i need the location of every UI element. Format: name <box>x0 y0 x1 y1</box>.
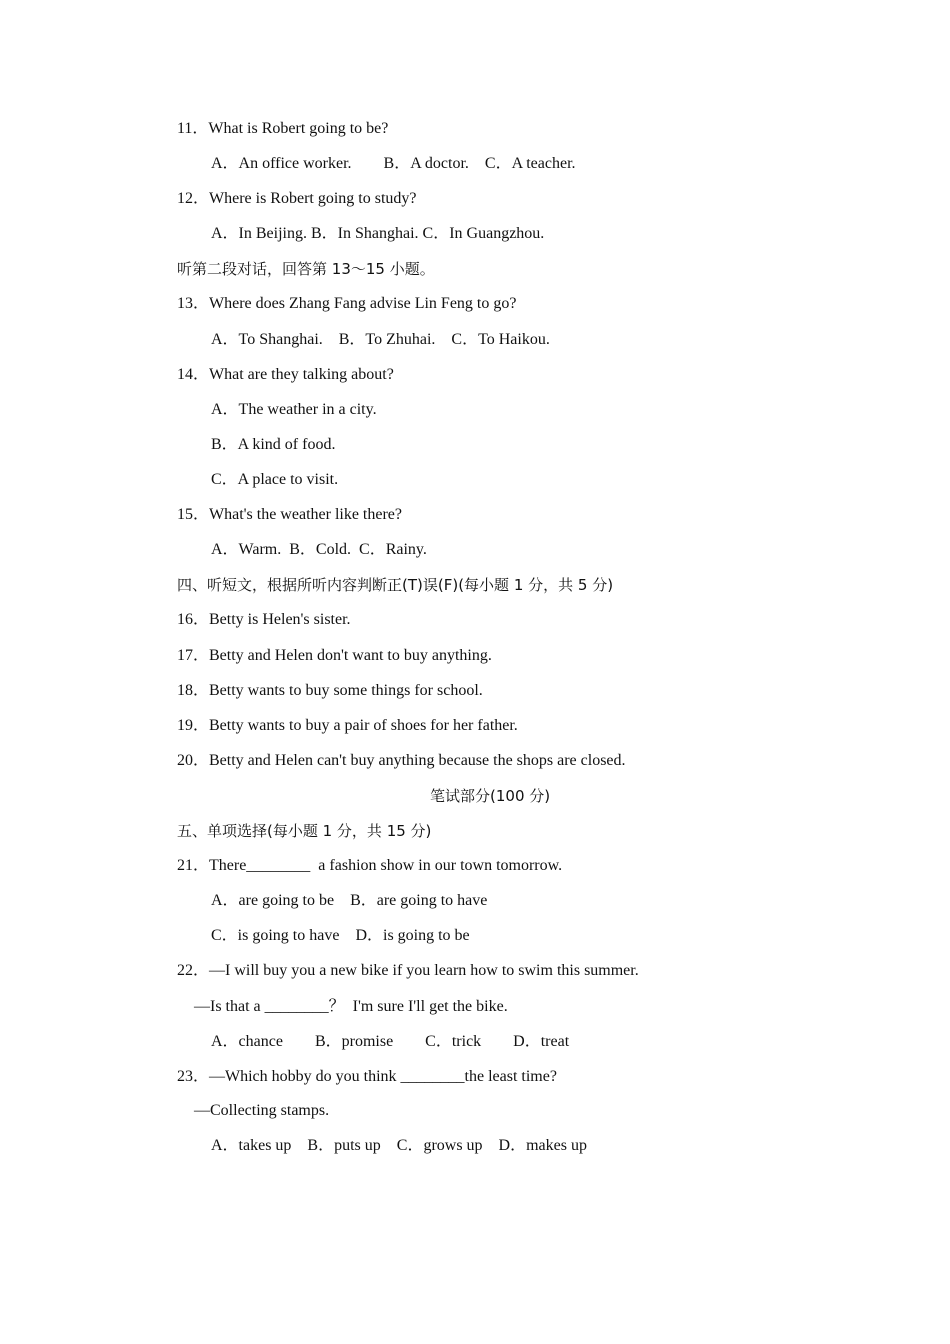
question-22-options: A．chance B．promise C．trick D．treat <box>211 1033 570 1050</box>
question-13-options: A．To Shanghai. B．To Zhuhai. C．To Haikou. <box>211 331 550 348</box>
question-21: 21．There________ a fashion show in our town tomorrow. <box>177 857 563 874</box>
question-23-reply: —Collecting stamps. <box>194 1102 330 1119</box>
question-17: 17．Betty and Helen don't want to buy anything. <box>177 647 492 664</box>
question-16: 16．Betty is Helen's sister. <box>177 611 351 628</box>
section-heading-5: 五、单项选择(每小题 1 分，共 15 分) <box>177 822 432 840</box>
question-12: 12．Where is Robert going to study? <box>177 190 417 207</box>
question-11-options: A．An office worker. B．A doctor. C．A teacher. <box>211 155 576 172</box>
question-14-option-a: A．The weather in a city. <box>211 401 377 418</box>
question-15: 15．What's the weather like there? <box>177 506 403 523</box>
question-18: 18．Betty wants to buy some things for school. <box>177 682 483 699</box>
question-23: 23．—Which hobby do you think ________the least time? <box>177 1068 557 1085</box>
question-13: 13．Where does Zhang Fang advise Lin Feng to go? <box>177 295 517 312</box>
question-14-option-b: B．A kind of food. <box>211 436 336 453</box>
question-23-options: A．takes up B．puts up C．grows up D．makes up <box>211 1137 587 1154</box>
section-heading-4: 四、听短文，根据所听内容判断正(T)误(F)(每小题 1 分，共 5 分) <box>177 576 614 594</box>
question-15-options: A．Warm. B．Cold. C．Rainy. <box>211 541 427 558</box>
question-21-options-ab: A．are going to be B．are going to have <box>211 892 488 909</box>
question-19: 19．Betty wants to buy a pair of shoes for her father. <box>177 717 518 734</box>
section-heading-dialogue-2: 听第二段对话，回答第 13～15 小题。 <box>177 260 435 278</box>
question-14-option-c: C．A place to visit. <box>211 471 339 488</box>
part-heading-written: 笔试部分(100 分) <box>430 787 551 805</box>
question-20: 20．Betty and Helen can't buy anything because the shops are closed. <box>177 752 626 769</box>
question-14: 14．What are they talking about? <box>177 366 394 383</box>
question-11: 11．What is Robert going to be? <box>177 120 389 137</box>
question-21-options-cd: C．is going to have D．is going to be <box>211 927 470 944</box>
question-22: 22．—I will buy you a new bike if you learn how to swim this summer. <box>177 962 639 979</box>
question-22-reply: —Is that a ________？ I'm sure I'll get the bike. <box>194 998 508 1015</box>
question-12-options: A．In Beijing. B．In Shanghai. C．In Guangzhou. <box>211 225 545 242</box>
